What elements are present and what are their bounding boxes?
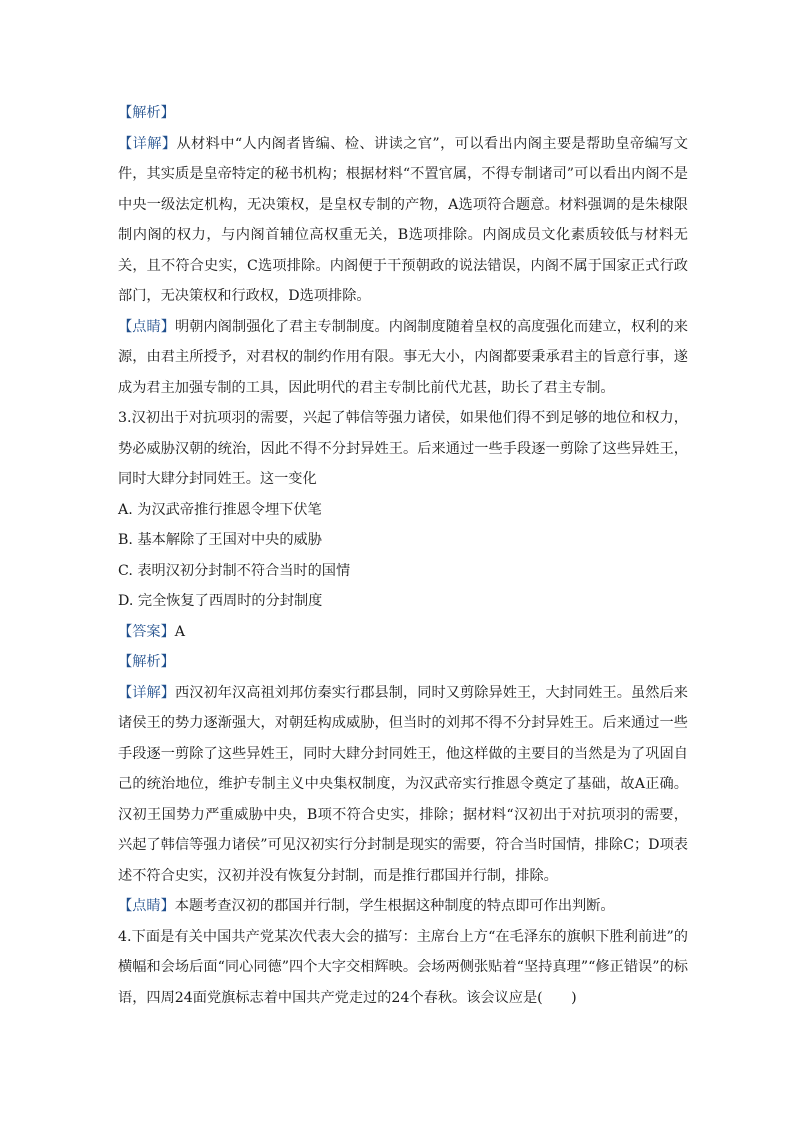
question-3-option-d: D. 完全恢复了西周时的分封制度 <box>118 593 323 609</box>
question-3-detailed-explanation <box>118 678 688 892</box>
key-point-text: 本题考查汉初的郡国并行制，学生根据这种制度的特点即可作出判断。 <box>174 898 615 914</box>
jiexi-tag: 【解析】 <box>118 654 175 670</box>
jiexi-tag: 【解析】 <box>118 105 175 121</box>
question-3-answer <box>118 617 688 648</box>
answer-tag: 【答案】 <box>118 623 175 640</box>
question-3-option-c: C. 表明汉初分封制不符合当时的国情 <box>118 562 351 579</box>
xiangjie-tag: 【详解】 <box>118 684 176 701</box>
key-point-text: 明朝内阁制强化了君主专制制度。内阁制度随着皇权的高度强化而建立，权利的来源，由君主所授予，对君权的制约作用有限。事无大小，内阁都要秉承君主的旨意行事，遂成为君主加强专制的工具，因此明代的君主专制比前代尤甚，助长了君主专制。 <box>118 318 688 396</box>
question-3-option-a: A. 为汉武帝推行推恩令埋下伏笔 <box>118 501 322 518</box>
document-page <box>118 98 688 1013</box>
detailed-explanation <box>118 129 688 312</box>
question-3-stem: 3.汉初出于对抗项羽的需要，兴起了韩信等强力诸侯，如果他们得不到足够的地位和权力，势必威胁汉朝的统治，因此不得不分封异姓王。后来通过一些手段逐一剪除了这些异姓王，同时大肆分封同姓王。这一变化 <box>118 410 688 487</box>
question-4-stem: 4.下面是有关中国共产党某次代表大会的描写：主席台上方“在毛泽东的旗帜下胜利前进”的横幅和会场后面“同心同德”四个大字交相辉映。会场两侧张贴着“坚持真理”“修正错误”的标语，四周24面党旗标志着中国共产党走过的24个春秋。该会议应是( ) <box>118 928 688 1006</box>
question-3-analysis-heading <box>118 647 688 678</box>
question-3-option-b: B. 基本解除了王国对中央的威胁 <box>118 532 322 548</box>
key-point <box>118 312 688 404</box>
xiangjie-tag: 【详解】 <box>118 135 177 152</box>
question-3-key-point <box>118 891 688 922</box>
answer-value: A <box>174 623 186 640</box>
detailed-explanation-text: 西汉初年汉高祖刘邦仿秦实行郡县制，同时又剪除异姓王，大封同姓王。虽然后来诸侯王的势力逐渐强大，对朝廷构成威胁，但当时的刘邦不得不分封异姓王。后来通过一些手段逐一剪除了这些异姓王，同时大肆分封同姓王，他这样做的主要目的当然是为了巩固自己的统治地位，维护专制主义中央集权制度，为汉武帝实行推恩令奠定了基础，故A正确。汉初王国势力严重威胁中央，B项不符合史实，排除；据材料“汉初出于对抗项羽的需要，兴起了韩信等强力诸侯”可见汉初实行分封制是现实的需要，符合当时国情，排除C；D项表述不符合史实，汉初并没有恢复分封制，而是推行郡国并行制，排除。 <box>118 684 688 884</box>
dianjing-tag: 【点睛】 <box>118 318 176 335</box>
dianjing-tag: 【点睛】 <box>118 898 175 914</box>
detailed-explanation-text: 从材料中“人内阁者皆编、检、讲读之官”，可以看出内阁主要是帮助皇帝编写文件，其实质是皇帝特定的秘书机构；根据材料“不置官属，不得专制诸司”可以看出内阁不是中央一级法定机构，无决策权，是皇权专制的产物，A选项符合题意。材料强调的是朱棣限制内阁的权力，与内阁首辅位高权重无关，B选项排除。内阁成员文化素质较低与材料无关，且不符合史实，C选项排除。内阁便于干预朝政的说法错误，内阁不属于国家正式行政部门，无决策权和行政权，D选项排除。 <box>118 135 688 304</box>
analysis-heading <box>118 98 688 129</box>
